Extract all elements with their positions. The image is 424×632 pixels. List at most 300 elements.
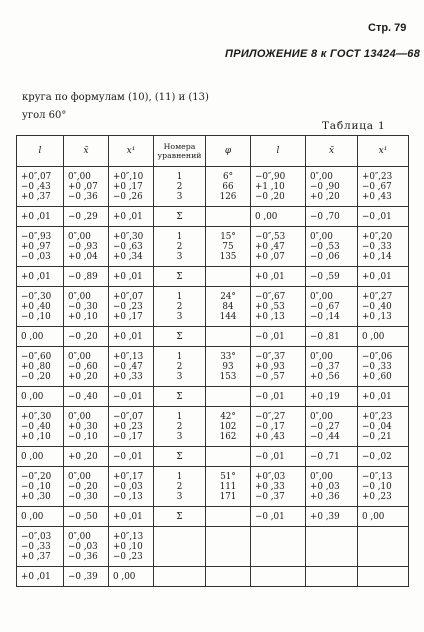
cell-value: 1 — [176, 351, 183, 362]
table-cell — [17, 287, 64, 327]
sum-cell: +0 ,01 — [17, 567, 64, 587]
cell-value — [156, 532, 203, 542]
sum-cell — [358, 567, 409, 587]
cell-value: +0 ,23 — [113, 421, 143, 432]
cell-value: 33° — [220, 351, 236, 362]
cell-value — [310, 532, 355, 542]
cell-value: −0 ,30 — [68, 301, 98, 312]
cell-value: 0″,00 — [310, 471, 333, 482]
cell-value: −0 ,90 — [310, 181, 340, 192]
cell-value: +0 ,10 — [68, 311, 98, 322]
cell-value: 51° — [220, 471, 236, 482]
table-cell — [109, 407, 154, 447]
cell-value: −0 ,63 — [113, 241, 143, 252]
table-cell — [64, 287, 109, 327]
sum-cell: −0 ,81 — [306, 327, 358, 347]
cell-value — [362, 542, 406, 552]
sum-cell: −0 ,70 — [306, 207, 358, 227]
sum-cell: +0 ,01 — [109, 327, 154, 347]
sum-cell: +0 ,01 — [17, 267, 64, 287]
cell-value: 6° — [223, 171, 233, 182]
sum-cell: −0 ,40 — [64, 387, 109, 407]
cell-value: 0″,00 — [68, 471, 91, 482]
table-cell — [154, 227, 206, 267]
table-cell — [306, 227, 358, 267]
cell-value: −0 ,20 — [255, 191, 285, 202]
table-cell — [109, 287, 154, 327]
sum-cell: 0 ,00 — [17, 387, 64, 407]
cell-value: +0 ,53 — [255, 301, 285, 312]
cell-value: −0 ,67 — [310, 301, 340, 312]
table-cell — [64, 527, 109, 567]
cell-value: +0 ,10 — [113, 541, 143, 552]
sum-cell: −0 ,01 — [251, 387, 306, 407]
cell-value: 0″,00 — [68, 171, 91, 182]
table-cell — [251, 347, 306, 387]
cell-value: −0 ,23 — [113, 301, 143, 312]
cell-value: 135 — [219, 251, 237, 262]
table-cell — [358, 227, 409, 267]
header-x1-right: x¹ — [358, 136, 409, 167]
cell-value: −0 ,60 — [68, 361, 98, 372]
cell-value: +0″,23 — [362, 171, 393, 182]
table-cell — [358, 407, 409, 447]
sum-cell: Σ — [154, 507, 206, 527]
table-cell — [17, 407, 64, 447]
table-sum-row — [17, 267, 409, 287]
cell-value: −0 ,17 — [113, 431, 143, 442]
cell-value: 2 — [176, 241, 183, 252]
cell-value — [156, 552, 203, 562]
sum-cell: +0 ,01 — [358, 387, 409, 407]
cell-value: −0″,13 — [362, 471, 393, 482]
cell-value: −0″,93 — [21, 231, 52, 242]
cell-value: +0 ,93 — [255, 361, 285, 372]
cell-value: −0 ,53 — [310, 241, 340, 252]
cell-value: 0″,00 — [68, 411, 91, 422]
table-cell — [17, 227, 64, 267]
table-cell — [251, 407, 306, 447]
header-l-left: l — [17, 136, 64, 167]
cell-value: 0″,00 — [68, 351, 91, 362]
cell-value: 126 — [219, 191, 237, 202]
table-cell — [154, 407, 206, 447]
header-xbar-right: x̄ — [306, 136, 358, 167]
cell-value: 1 — [176, 471, 183, 482]
cell-value — [310, 552, 355, 562]
header-x1-left: x¹ — [109, 136, 154, 167]
cell-value: 1 — [176, 231, 183, 242]
cell-value: +0 ,14 — [362, 251, 392, 262]
cell-value: +0 ,33 — [255, 481, 285, 492]
table-sum-row — [17, 567, 409, 587]
cell-value: +0 ,36 — [310, 491, 340, 502]
cell-value: +0″,13 — [113, 531, 144, 542]
header-xbar-left: x̄ — [64, 136, 109, 167]
header-phi: φ — [206, 136, 251, 167]
cell-value — [255, 552, 303, 562]
table-cell — [358, 347, 409, 387]
table-cell — [306, 287, 358, 327]
cell-value: 2 — [176, 181, 183, 192]
cell-value: −0 ,21 — [362, 431, 392, 442]
page-number: Стр. 79 — [368, 22, 407, 34]
table-cell — [358, 467, 409, 507]
cell-value: −0 ,04 — [362, 421, 392, 432]
cell-value: −0 ,26 — [113, 191, 143, 202]
sum-cell — [154, 567, 206, 587]
cell-value: −0 ,10 — [68, 431, 98, 442]
cell-value — [310, 542, 355, 552]
cell-value: 2 — [176, 301, 183, 312]
table-cell — [358, 527, 409, 567]
cell-value: +0 ,43 — [255, 431, 285, 442]
table-cell — [251, 167, 306, 207]
table-row — [17, 407, 409, 447]
intro-formula-text: круга по формулам (10), (11) и (13) — [22, 92, 209, 103]
sum-cell: +0 ,01 — [109, 207, 154, 227]
cell-value: +0 ,30 — [68, 421, 98, 432]
cell-value: 0″,00 — [310, 231, 333, 242]
table-cell — [251, 287, 306, 327]
table-sum-row — [17, 207, 409, 227]
cell-value: +0″,13 — [113, 351, 144, 362]
table-cell — [64, 227, 109, 267]
table-cell — [306, 167, 358, 207]
cell-value — [362, 532, 406, 542]
cell-value: +0 ,03 — [310, 481, 340, 492]
header-equation-numbers: Номера уравнений — [154, 136, 206, 167]
cell-value: −0 ,03 — [113, 481, 143, 492]
cell-value: +0 ,04 — [68, 251, 98, 262]
cell-value: 3 — [176, 431, 183, 442]
table-cell — [358, 287, 409, 327]
cell-value: 153 — [219, 371, 237, 382]
cell-value: −0 ,40 — [362, 301, 392, 312]
table-row — [17, 227, 409, 267]
cell-value: +0″,07 — [113, 291, 144, 302]
cell-value: +0″,07 — [21, 171, 52, 182]
table-sum-row — [17, 507, 409, 527]
sum-cell: −0 ,29 — [64, 207, 109, 227]
cell-value: 75 — [222, 241, 234, 252]
cell-value: 3 — [176, 311, 183, 322]
cell-value: 0″,00 — [310, 411, 333, 422]
cell-value — [208, 552, 248, 562]
sum-cell: −0 ,01 — [251, 447, 306, 467]
cell-value: +0 ,07 — [68, 181, 98, 192]
cell-value: +0 ,20 — [310, 191, 340, 202]
cell-value: −0 ,06 — [310, 251, 340, 262]
table-cell — [17, 467, 64, 507]
cell-value: −0 ,20 — [68, 481, 98, 492]
cell-value: +0 ,43 — [362, 191, 392, 202]
cell-value: −0 ,23 — [113, 551, 143, 562]
cell-value: −0 ,03 — [21, 251, 51, 262]
sum-cell: −0 ,01 — [109, 447, 154, 467]
table-header-row — [17, 136, 409, 167]
cell-value: −0″,30 — [21, 291, 52, 302]
table-cell — [17, 167, 64, 207]
table-row — [17, 347, 409, 387]
cell-value: −0 ,57 — [255, 371, 285, 382]
cell-value: +0″,20 — [362, 231, 393, 242]
cell-value: +0 ,40 — [21, 301, 51, 312]
table-row — [17, 527, 409, 567]
cell-value — [156, 542, 203, 552]
table-cell — [109, 227, 154, 267]
sum-cell: 0 ,00 — [17, 447, 64, 467]
cell-value: +0 ,47 — [255, 241, 285, 252]
cell-value: +0 ,30 — [21, 491, 51, 502]
sum-cell: +0 ,01 — [17, 207, 64, 227]
cell-value: −0 ,13 — [113, 491, 143, 502]
sum-cell: Σ — [154, 327, 206, 347]
table-cell — [109, 347, 154, 387]
appendix-title: ПРИЛОЖЕНИЕ 8 к ГОСТ 13424—68 — [225, 48, 421, 60]
sum-cell — [206, 327, 251, 347]
sum-cell: +0 ,20 — [64, 447, 109, 467]
table-cell — [251, 227, 306, 267]
table-cell — [154, 467, 206, 507]
cell-value: −0 ,44 — [310, 431, 340, 442]
cell-value: −0 ,10 — [21, 481, 51, 492]
table-cell — [251, 527, 306, 567]
table-cell — [17, 347, 64, 387]
sum-cell: −0 ,01 — [251, 327, 306, 347]
cell-value: −0 ,14 — [310, 311, 340, 322]
cell-value: +0 ,37 — [21, 551, 51, 562]
cell-value: +0 ,17 — [113, 311, 143, 322]
table-cell — [109, 167, 154, 207]
cell-value: 102 — [219, 421, 237, 432]
cell-value: +0″,23 — [362, 411, 393, 422]
sum-cell: +0 ,01 — [109, 267, 154, 287]
table-cell — [206, 227, 251, 267]
cell-value: −0 ,37 — [255, 491, 285, 502]
sum-cell — [206, 207, 251, 227]
cell-value — [208, 542, 248, 552]
table-cell — [306, 407, 358, 447]
sum-cell: −0 ,01 — [358, 207, 409, 227]
sum-cell: Σ — [154, 447, 206, 467]
cell-value: −0″,60 — [21, 351, 52, 362]
cell-value: 1 — [176, 291, 183, 302]
sum-cell: −0 ,89 — [64, 267, 109, 287]
table-cell — [154, 167, 206, 207]
cell-value: 3 — [176, 371, 183, 382]
table-cell — [64, 467, 109, 507]
cell-value: +0 ,80 — [21, 361, 51, 372]
cell-value: −0 ,37 — [310, 361, 340, 372]
sum-cell: 0 ,00 — [358, 327, 409, 347]
cell-value: −0 ,33 — [21, 541, 51, 552]
cell-value: −0 ,36 — [68, 551, 98, 562]
cell-value — [208, 532, 248, 542]
table-sum-row — [17, 327, 409, 347]
table-cell — [109, 527, 154, 567]
table-cell — [206, 167, 251, 207]
cell-value: +0 ,13 — [255, 311, 285, 322]
cell-value: 84 — [222, 301, 234, 312]
cell-value: 2 — [176, 361, 183, 372]
cell-value: +0 ,17 — [113, 181, 143, 192]
sum-cell: −0 ,50 — [64, 507, 109, 527]
cell-value: +0 ,34 — [113, 251, 143, 262]
cell-value: −0 ,03 — [68, 541, 98, 552]
table-cell — [206, 527, 251, 567]
cell-value: 111 — [219, 481, 237, 492]
cell-value — [255, 542, 303, 552]
cell-value: +0″,10 — [113, 171, 144, 182]
cell-value: −0 ,33 — [362, 361, 392, 372]
sum-cell: +0 ,01 — [251, 267, 306, 287]
cell-value: −0″,67 — [255, 291, 286, 302]
table-cell — [306, 527, 358, 567]
cell-value: +0 ,07 — [255, 251, 285, 262]
intro-angle-text: угол 60° — [22, 110, 67, 121]
sum-cell: 0 ,00 — [17, 327, 64, 347]
cell-value: 171 — [219, 491, 237, 502]
cell-value: −0″,06 — [362, 351, 393, 362]
cell-value: +0″,30 — [113, 231, 144, 242]
sum-cell — [251, 567, 306, 587]
sum-cell — [206, 387, 251, 407]
cell-value: −0″,07 — [113, 411, 144, 422]
cell-value: 0″,00 — [68, 231, 91, 242]
sum-cell: Σ — [154, 207, 206, 227]
cell-value: −0 ,93 — [68, 241, 98, 252]
cell-value: +0 ,23 — [362, 491, 392, 502]
cell-value: 0″,00 — [310, 171, 333, 182]
cell-value: 2 — [176, 421, 183, 432]
table-cell — [154, 287, 206, 327]
sum-cell — [206, 447, 251, 467]
sum-cell: −0 ,01 — [109, 387, 154, 407]
sum-cell: −0 ,59 — [306, 267, 358, 287]
table-cell — [306, 347, 358, 387]
table-cell — [206, 467, 251, 507]
sum-cell: +0 ,01 — [358, 267, 409, 287]
table-row — [17, 287, 409, 327]
cell-value: −0″,37 — [255, 351, 286, 362]
table-cell — [154, 527, 206, 567]
sum-cell: −0 ,02 — [358, 447, 409, 467]
cell-value: −0″,27 — [255, 411, 286, 422]
data-table — [16, 135, 409, 587]
cell-value: 3 — [176, 191, 183, 202]
cell-value: 24° — [220, 291, 236, 302]
cell-value: −0 ,40 — [21, 421, 51, 432]
table-cell — [64, 347, 109, 387]
cell-value: 0″,00 — [68, 291, 91, 302]
table-cell — [206, 407, 251, 447]
cell-value: +0 ,33 — [113, 371, 143, 382]
table-cell — [109, 467, 154, 507]
header-l-right: l — [251, 136, 306, 167]
cell-value: −0 ,36 — [68, 191, 98, 202]
cell-value: −0″,90 — [255, 171, 286, 182]
sum-cell: +0 ,19 — [306, 387, 358, 407]
sum-cell: −0 ,20 — [64, 327, 109, 347]
table-cell — [358, 167, 409, 207]
sum-cell: −0 ,39 — [64, 567, 109, 587]
cell-value: 66 — [222, 181, 234, 192]
cell-value: 15° — [220, 231, 236, 242]
cell-value: −0 ,10 — [362, 481, 392, 492]
cell-value: 1 — [176, 171, 183, 182]
sum-cell: 0 ,00 — [109, 567, 154, 587]
cell-value: +0 ,10 — [21, 431, 51, 442]
table-cell — [64, 167, 109, 207]
cell-value: −0 ,10 — [21, 311, 51, 322]
sum-cell: +0 ,01 — [109, 507, 154, 527]
sum-cell — [206, 267, 251, 287]
cell-value: −0 ,30 — [68, 491, 98, 502]
sum-cell: Σ — [154, 267, 206, 287]
sum-cell: 0 ,00 — [17, 507, 64, 527]
table-row — [17, 167, 409, 207]
table-cell — [206, 287, 251, 327]
cell-value: −0″,53 — [255, 231, 286, 242]
table-cell — [154, 347, 206, 387]
cell-value: −0 ,17 — [255, 421, 285, 432]
table-cell — [306, 467, 358, 507]
sum-cell: 0 ,00 — [251, 207, 306, 227]
cell-value: +1 ,10 — [255, 181, 285, 192]
cell-value: −0 ,43 — [21, 181, 51, 192]
sum-cell: −0 ,01 — [251, 507, 306, 527]
cell-value: 0″,00 — [310, 351, 333, 362]
cell-value: 0″,00 — [310, 291, 333, 302]
cell-value: +0″,27 — [362, 291, 393, 302]
cell-value — [362, 552, 406, 562]
sum-cell: Σ — [154, 387, 206, 407]
cell-value: −0 ,20 — [21, 371, 51, 382]
cell-value: −0 ,27 — [310, 421, 340, 432]
cell-value: 93 — [222, 361, 234, 372]
cell-value: −0″,03 — [21, 531, 52, 542]
sum-cell: 0 ,00 — [358, 507, 409, 527]
cell-value: −0 ,47 — [113, 361, 143, 372]
cell-value: +0″,30 — [21, 411, 52, 422]
sum-cell — [206, 567, 251, 587]
cell-value: +0″,03 — [255, 471, 286, 482]
cell-value: −0 ,33 — [362, 241, 392, 252]
table-cell — [17, 527, 64, 567]
cell-value: +0 ,37 — [21, 191, 51, 202]
cell-value: +0 ,56 — [310, 371, 340, 382]
table-sum-row — [17, 447, 409, 467]
table-row — [17, 467, 409, 507]
cell-value: 42° — [220, 411, 236, 422]
table-cell — [64, 407, 109, 447]
cell-value: 144 — [219, 311, 237, 322]
table-cell — [206, 347, 251, 387]
table-cell — [251, 467, 306, 507]
cell-value: 2 — [176, 481, 183, 492]
sum-cell — [206, 507, 251, 527]
cell-value: 3 — [176, 491, 183, 502]
cell-value: +0 ,97 — [21, 241, 51, 252]
cell-value: +0 ,20 — [68, 371, 98, 382]
cell-value: +0 ,13 — [362, 311, 392, 322]
sum-cell: −0 ,71 — [306, 447, 358, 467]
cell-value: +0 ,60 — [362, 371, 392, 382]
cell-value: −0″,20 — [21, 471, 52, 482]
table-label: Таблица 1 — [322, 120, 386, 132]
sum-cell: +0 ,39 — [306, 507, 358, 527]
